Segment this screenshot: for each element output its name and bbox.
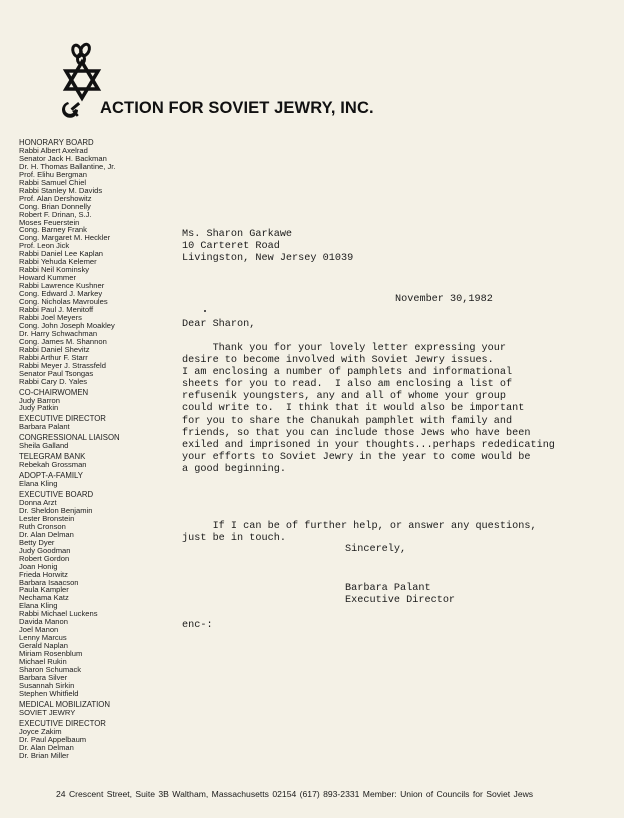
roster-name: Senator Paul Tsongas [19, 368, 94, 378]
recipient-line: Livingston, New Jersey 01039 [182, 253, 354, 265]
closing: Sincerely, [345, 544, 407, 555]
roster-name: Elana Kling [19, 601, 58, 611]
signer-name: Barbara Palant [345, 583, 431, 594]
organization-name: ACTION FOR SOVIET JEWRY, INC. [100, 99, 374, 117]
roster-heading: MEDICAL MOBILIZATION [19, 699, 110, 709]
roster-name: Dr. Alan Delman [19, 529, 74, 539]
roster-name: Lester Bronstein [19, 513, 75, 523]
roster-name: Senator Jack H. Backman [19, 153, 107, 163]
roster-heading: EXECUTIVE DIRECTOR [19, 414, 106, 424]
roster-name: Joel Manon [19, 625, 59, 635]
roster-name: Gerald Naplan [19, 641, 68, 651]
recipient-address [182, 229, 353, 265]
enclosure-note: enc-: [182, 620, 213, 631]
roster-name: Joyce Zakim [19, 726, 62, 736]
roster-section [19, 389, 179, 413]
roster-section [19, 453, 179, 469]
roster-name: Rabbi Paul J. Menitoff [19, 305, 94, 315]
roster-name: Rabbi Cary D. Yales [19, 376, 88, 386]
roster-name: Cong. Edward J. Markey [19, 289, 103, 299]
roster-name: Prof. Leon Jick [19, 241, 70, 251]
roster-name: Susannah Sirkin [19, 680, 75, 690]
roster-name: Rabbi Albert Axelrad [19, 145, 88, 155]
roster-name: Rabbi Yehuda Kelemer [19, 257, 97, 267]
paragraph-line: desire to become involved with Soviet Jewry issues. [182, 355, 494, 367]
stray-mark [204, 310, 206, 312]
paragraph-line: friends, so that you can include those Jews who have been [182, 427, 531, 439]
footer-address: 24 Crescent Street, Suite 3B Waltham, Massachusetts 02154 (617) 893-2331 Member: Union of Councils for Soviet Jews [56, 789, 534, 799]
roster-heading: CO-CHAIRWOMEN [19, 387, 89, 397]
roster-name: Rabbi Arthur F. Starr [19, 352, 88, 362]
roster-name: Miriam Rosenblum [19, 649, 83, 659]
roster-name: Joan Honig [19, 561, 58, 571]
roster-name: Rabbi Samuel Chiel [19, 177, 87, 187]
roster-name: Ruth Cronson [19, 521, 66, 531]
paragraph-line: a good beginning. [182, 463, 286, 475]
roster-name: Judy Goodman [19, 545, 71, 555]
roster-section [19, 434, 179, 450]
roster-section [19, 491, 179, 698]
roster-name: Sharon Schumack [19, 665, 82, 674]
roster-name: Cong. Nicholas Mavroules [19, 297, 108, 307]
roster-name: Cong. Margaret M. Heckler [19, 233, 111, 243]
paragraph-1 [182, 343, 555, 476]
roster-name: Dr. Harry Schwachman [19, 328, 98, 338]
roster-name: Barbara Silver [19, 672, 68, 682]
paragraph-line: could write to. I think that it would also be important [182, 403, 525, 415]
paragraph-line: Thank you for your lovely letter expressing your [182, 343, 507, 354]
roster-name: Robert Gordon [19, 553, 70, 563]
paragraph-line: If I can be of further help, or answer any questions, [182, 521, 537, 532]
roster-name: Barbara Palant [19, 422, 70, 432]
roster-name: Betty Dyer [19, 537, 55, 547]
roster-name: Dr. Sheldon Benjamin [19, 505, 93, 515]
roster-name: Frieda Horwitz [19, 569, 68, 579]
roster-name: Judy Barron [19, 395, 60, 405]
roster-heading: TELEGRAM BANK [19, 452, 86, 462]
roster-name: Davida Manon [19, 617, 68, 627]
roster-name: Rabbi Lawrence Kushner [19, 281, 105, 291]
roster-name: Rabbi Stanley M. Davids [19, 185, 103, 195]
roster-heading: EXECUTIVE DIRECTOR [19, 718, 106, 728]
roster-name: Robert F. Drinan, S.J. [19, 209, 92, 219]
roster-name: Rabbi Michael Luckens [19, 609, 98, 619]
paragraph-line: for you to share the Chanukah pamphlet with family and [182, 415, 513, 427]
roster-section [19, 139, 179, 386]
paragraph-line: refusenik youngsters, any and all of whome your group [182, 391, 507, 403]
signer-title: Executive Director [345, 595, 456, 607]
board-roster-sidebar [19, 139, 179, 759]
roster-name: Lenny Marcus [19, 633, 67, 643]
roster-heading: ADOPT-A-FAMILY [19, 471, 83, 481]
roster-name: Rabbi Neil Kominsky [19, 265, 90, 275]
roster-name: Nechama Katz [19, 593, 69, 603]
roster-name: Barbara Isaacson [19, 577, 79, 587]
roster-name: Elana Kling [19, 479, 58, 489]
roster-name: Howard Kummer [19, 273, 76, 283]
roster-name: Rebekah Grossman [19, 460, 87, 470]
roster-section [19, 720, 179, 760]
paragraph-line: just be in touch. [182, 533, 286, 545]
roster-heading: CONGRESSIONAL LIAISON [19, 433, 120, 443]
roster-name: Donna Arzt [19, 497, 57, 507]
roster-name: Cong. Brian Donnelly [19, 201, 91, 211]
roster-section [19, 415, 179, 431]
paragraph-line: I am enclosing a number of pamphlets and informational [182, 367, 513, 379]
roster-name: Judy Patkin [19, 403, 59, 413]
letter-date: November 30,1982 [395, 294, 493, 305]
recipient-line: 10 Carteret Road [182, 241, 280, 253]
roster-name: Prof. Alan Dershowitz [19, 193, 92, 203]
roster-name: Rabbi Meyer J. Strassfeld [19, 360, 106, 370]
roster-name: Rabbi Joel Meyers [19, 312, 82, 322]
signature-block [345, 583, 455, 607]
roster-name: Cong. Barney Frank [19, 225, 87, 235]
roster-name: Paula Kampler [19, 585, 69, 595]
roster-name: Rabbi Daniel Shevitz [19, 344, 90, 354]
roster-name: Rabbi Daniel Lee Kaplan [19, 249, 104, 259]
roster-name: Prof. Elihu Bergman [19, 169, 87, 179]
roster-name: Sheila Galland [19, 441, 69, 451]
roster-name: Michael Rukin [19, 657, 67, 667]
roster-section [19, 701, 179, 717]
roster-heading: HONORARY BOARD [19, 138, 94, 147]
roster-name: Cong. John Joseph Moakley [19, 320, 115, 330]
roster-name: Dr. Brian Miller [19, 750, 69, 760]
roster-heading: EXECUTIVE BOARD [19, 490, 94, 500]
roster-section [19, 472, 179, 488]
paragraph-line: your efforts to Soviet Jewry in the year to come would be [182, 451, 531, 463]
roster-name: SOVIET JEWRY [19, 707, 76, 717]
recipient-line: Ms. Sharon Garkawe [182, 229, 293, 240]
roster-name: Dr. H. Thomas Ballantine, Jr. [19, 161, 116, 171]
roster-name: Dr. Paul Appelbaum [19, 734, 87, 744]
salutation: Dear Sharon, [182, 319, 256, 330]
paragraph-line: sheets for you to read. I also am enclosing a list of [182, 379, 513, 391]
roster-name: Dr. Alan Delman [19, 742, 74, 752]
paragraph-line: exiled and imprisoned in your thoughts...perhaps rededicating [182, 439, 555, 451]
paragraph-2 [182, 521, 537, 545]
roster-name: Moses Feuerstein [19, 217, 80, 227]
roster-name: Stephen Whitfield [19, 688, 79, 698]
roster-name: Cong. James M. Shannon [19, 336, 107, 346]
